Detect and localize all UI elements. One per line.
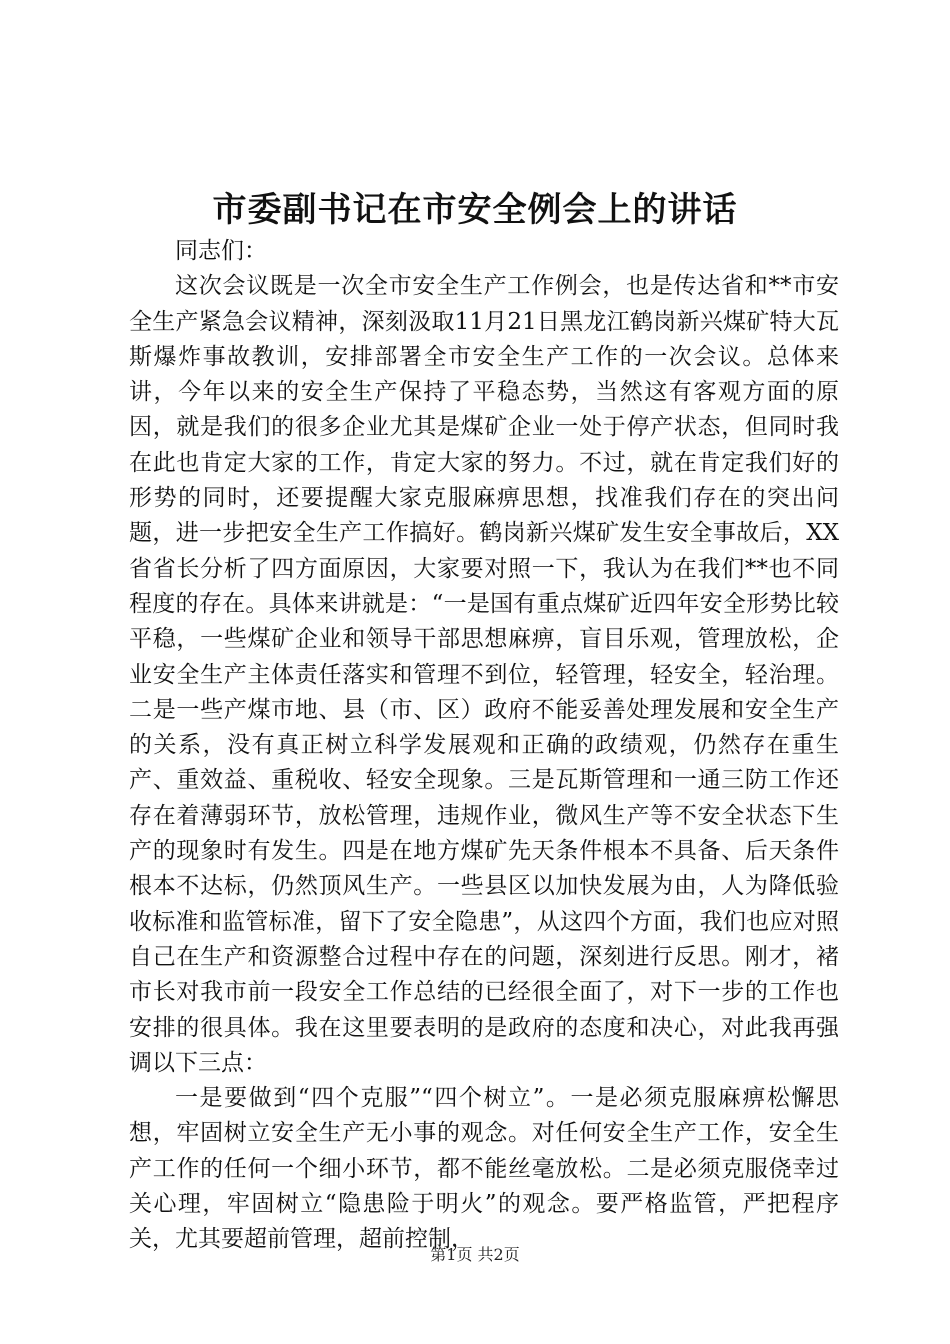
page-number: 第1页 共2页 [430,1245,520,1264]
paragraph: 这次会议既是一次全市安全生产工作例会，也是传达省和**市安全生产紧急会议精神，深刻汲取11月21日黑龙江鹤岗新兴煤矿特大瓦斯爆炸事故教训，安排部署全市安全生产工作的一次会议。总体来讲，今年以来的安全生产保持了平稳态势，当然这有客观方面的原因，就是我们的很多企业尤其是煤矿企业一处于停产状态，但同时我在此也肯定大家的工作，肯定大家的努力。不过，就在肯定我们好的形势的同时，还要提醒大家克服麻痹思想，找准我们存在的突出问题，进一步把安全生产工作搞好。鹤岗新兴煤矿发生安全事故后，XX省省长分析了四方面原因，大家要对照一下，我认为在我们**也不同程度的存在。具体来讲就是：“一是国有重点煤矿近四年安全形势比较平稳，一些煤矿企业和领导干部思想麻痹，盲目乐观，管理放松，企业安全生产主体责任落实和管理不到位，轻管理，轻安全，轻治理。二是一些产煤市地、县（市、区）政府不能妥善处理发展和安全生产的关系，没有真正树立科学发展观和正确的政绩观，仍然存在重生产、重效益、重税收、轻安全现象。三是瓦斯管理和一通三防工作还存在着薄弱环节，放松管理，违规作业，微风生产等不安全状态下生产的现象时有发生。四是在地方煤矿先天条件根本不具备、后天条件根本不达标，仍然顶风生产。一些县区以加快发展为由，人为降低验收标准和监管标准，留下了安全隐患”，从这四个方面，我们也应对照自己在生产和资源整合过程中存在的问题，深刻进行反思。刚才，褚市长对我市前一段安全工作总结的已经很全面了，对下一步的工作也安排的很具体。我在这里要表明的是政府的态度和决心，对此我再强调以下三点： [129,273,839,1076]
document-title: 市委副书记在市安全例会上的讲话 [212,190,738,230]
document-body [129,234,839,1258]
salutation: 同志们： [175,238,267,264]
paragraph: 一是要做到“四个克服”“四个树立”。一是必须克服麻痹松懈思想，牢固树立安全生产无小事的观念。对任何安全生产工作，安全生产工作的任何一个细小环节，都不能丝毫放松。二是必须克服侥幸过关心理，牢固树立“隐患险于明火”的观念。要严格监管，严把程序关，尤其要超前管理，超前控制， [129,1085,839,1253]
